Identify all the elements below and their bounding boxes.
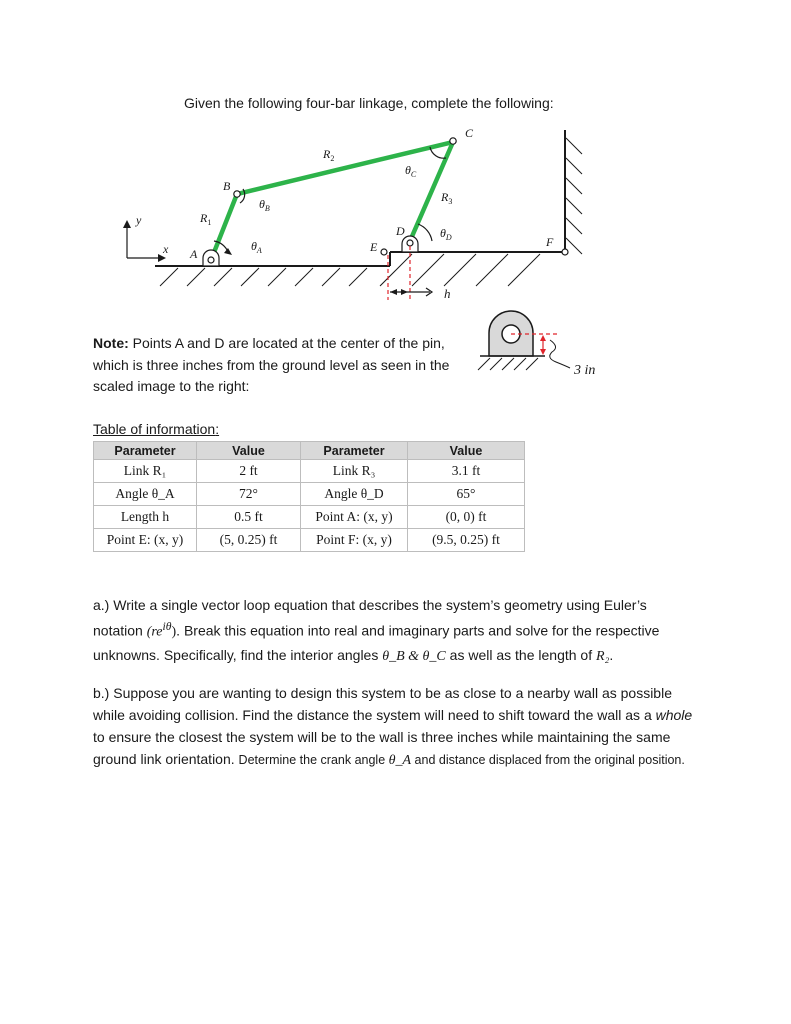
note-paragraph — [93, 333, 473, 398]
joint-b — [234, 191, 240, 197]
joint-c — [450, 138, 456, 144]
label-theta-b: $\theta_B$ — [259, 197, 270, 213]
table-cell: Point E: (x, y) — [94, 529, 197, 552]
table-cell: 65° — [408, 483, 525, 506]
label-r1: $R_1$ — [200, 211, 212, 227]
table-cell: 2 ft — [197, 460, 301, 483]
table-row — [94, 460, 525, 483]
table-cell: 72° — [197, 483, 301, 506]
label-d: D — [396, 224, 405, 238]
arc-theta-d — [418, 224, 432, 241]
label-c: C — [465, 126, 474, 140]
label-x: x — [163, 242, 169, 256]
euler-formula: (re — [146, 624, 163, 640]
table-cell: Angle θ_D — [301, 483, 408, 506]
interior-angles: θ_B & θ_C — [382, 648, 446, 664]
label-b: B — [223, 179, 231, 193]
whole-emphasis: whole — [655, 707, 693, 723]
note-text: Points A and D are located at the center of the pin, which is three inches from the ground level as seen in the scaled image to the right: — [93, 335, 450, 394]
point-e — [381, 249, 387, 255]
label-f: F — [546, 235, 554, 249]
table-cell: Angle θ_A — [94, 483, 197, 506]
table-cell: Point A: (x, y) — [301, 506, 408, 529]
table-cell: (0, 0) ft — [408, 506, 525, 529]
label-h: h — [444, 286, 451, 301]
table-header: Parameter — [301, 442, 408, 460]
label-theta-a: $\theta_A$ — [251, 239, 262, 255]
link-r1 — [211, 194, 237, 260]
table-row — [94, 506, 525, 529]
table-header: Parameter — [94, 442, 197, 460]
table-cell: Point F: (x, y) — [301, 529, 408, 552]
question-b: b.) Suppose you are wanting to design this system to be as close to a nearby wall as possible while avoiding collision. Find the distance the system will need to shift toward the wall as a whole to ensure the closest the system will be to the wall is three inches while maintaining the same ground link orientation. Determine the crank angle θ_A and distance displaced from the original position. — [93, 685, 693, 768]
label-e: E — [370, 240, 378, 254]
table-cell: Link R₃ — [301, 460, 408, 483]
label-theta-c: $\theta_C$ — [405, 163, 417, 179]
table-header: Value — [197, 442, 301, 460]
info-table — [93, 441, 525, 552]
pin-a — [203, 250, 219, 266]
label-r2: $R_2$ — [323, 147, 335, 163]
table-cell: 0.5 ft — [197, 506, 301, 529]
point-f — [562, 249, 568, 255]
table-cell: Length h — [94, 506, 197, 529]
table-row — [94, 529, 525, 552]
intro-text: Given the following four-bar linkage, complete the following: — [184, 95, 554, 111]
note-bold: Note: — [93, 335, 129, 351]
link-r2 — [237, 142, 453, 194]
pin-dimension-label: 3 in — [574, 363, 596, 378]
table-header: Value — [408, 442, 525, 460]
question-a: a.) Write a single vector loop equation that describes the system’s geometry using Euler’s notation $(re^{i\theta})$. Break this equation into real and imaginary parts and solve for the respective unknowns. Specifically, find the interior angles θ_B & θ_C as well as the length of R₂. — [93, 597, 660, 664]
table-cell: Link R₁ — [94, 460, 197, 483]
table-cell: (9.5, 0.25) ft — [408, 529, 525, 552]
pin-detail — [478, 311, 570, 370]
label-theta-d: $\theta_D$ — [440, 226, 452, 242]
table-cell: 3.1 ft — [408, 460, 525, 483]
label-r3: $R_3$ — [441, 190, 453, 206]
label-y: y — [136, 213, 142, 227]
label-a: A — [190, 247, 198, 261]
table-title: Table of information: — [93, 421, 220, 437]
table-cell: (5, 0.25) ft — [197, 529, 301, 552]
table-row — [94, 483, 525, 506]
